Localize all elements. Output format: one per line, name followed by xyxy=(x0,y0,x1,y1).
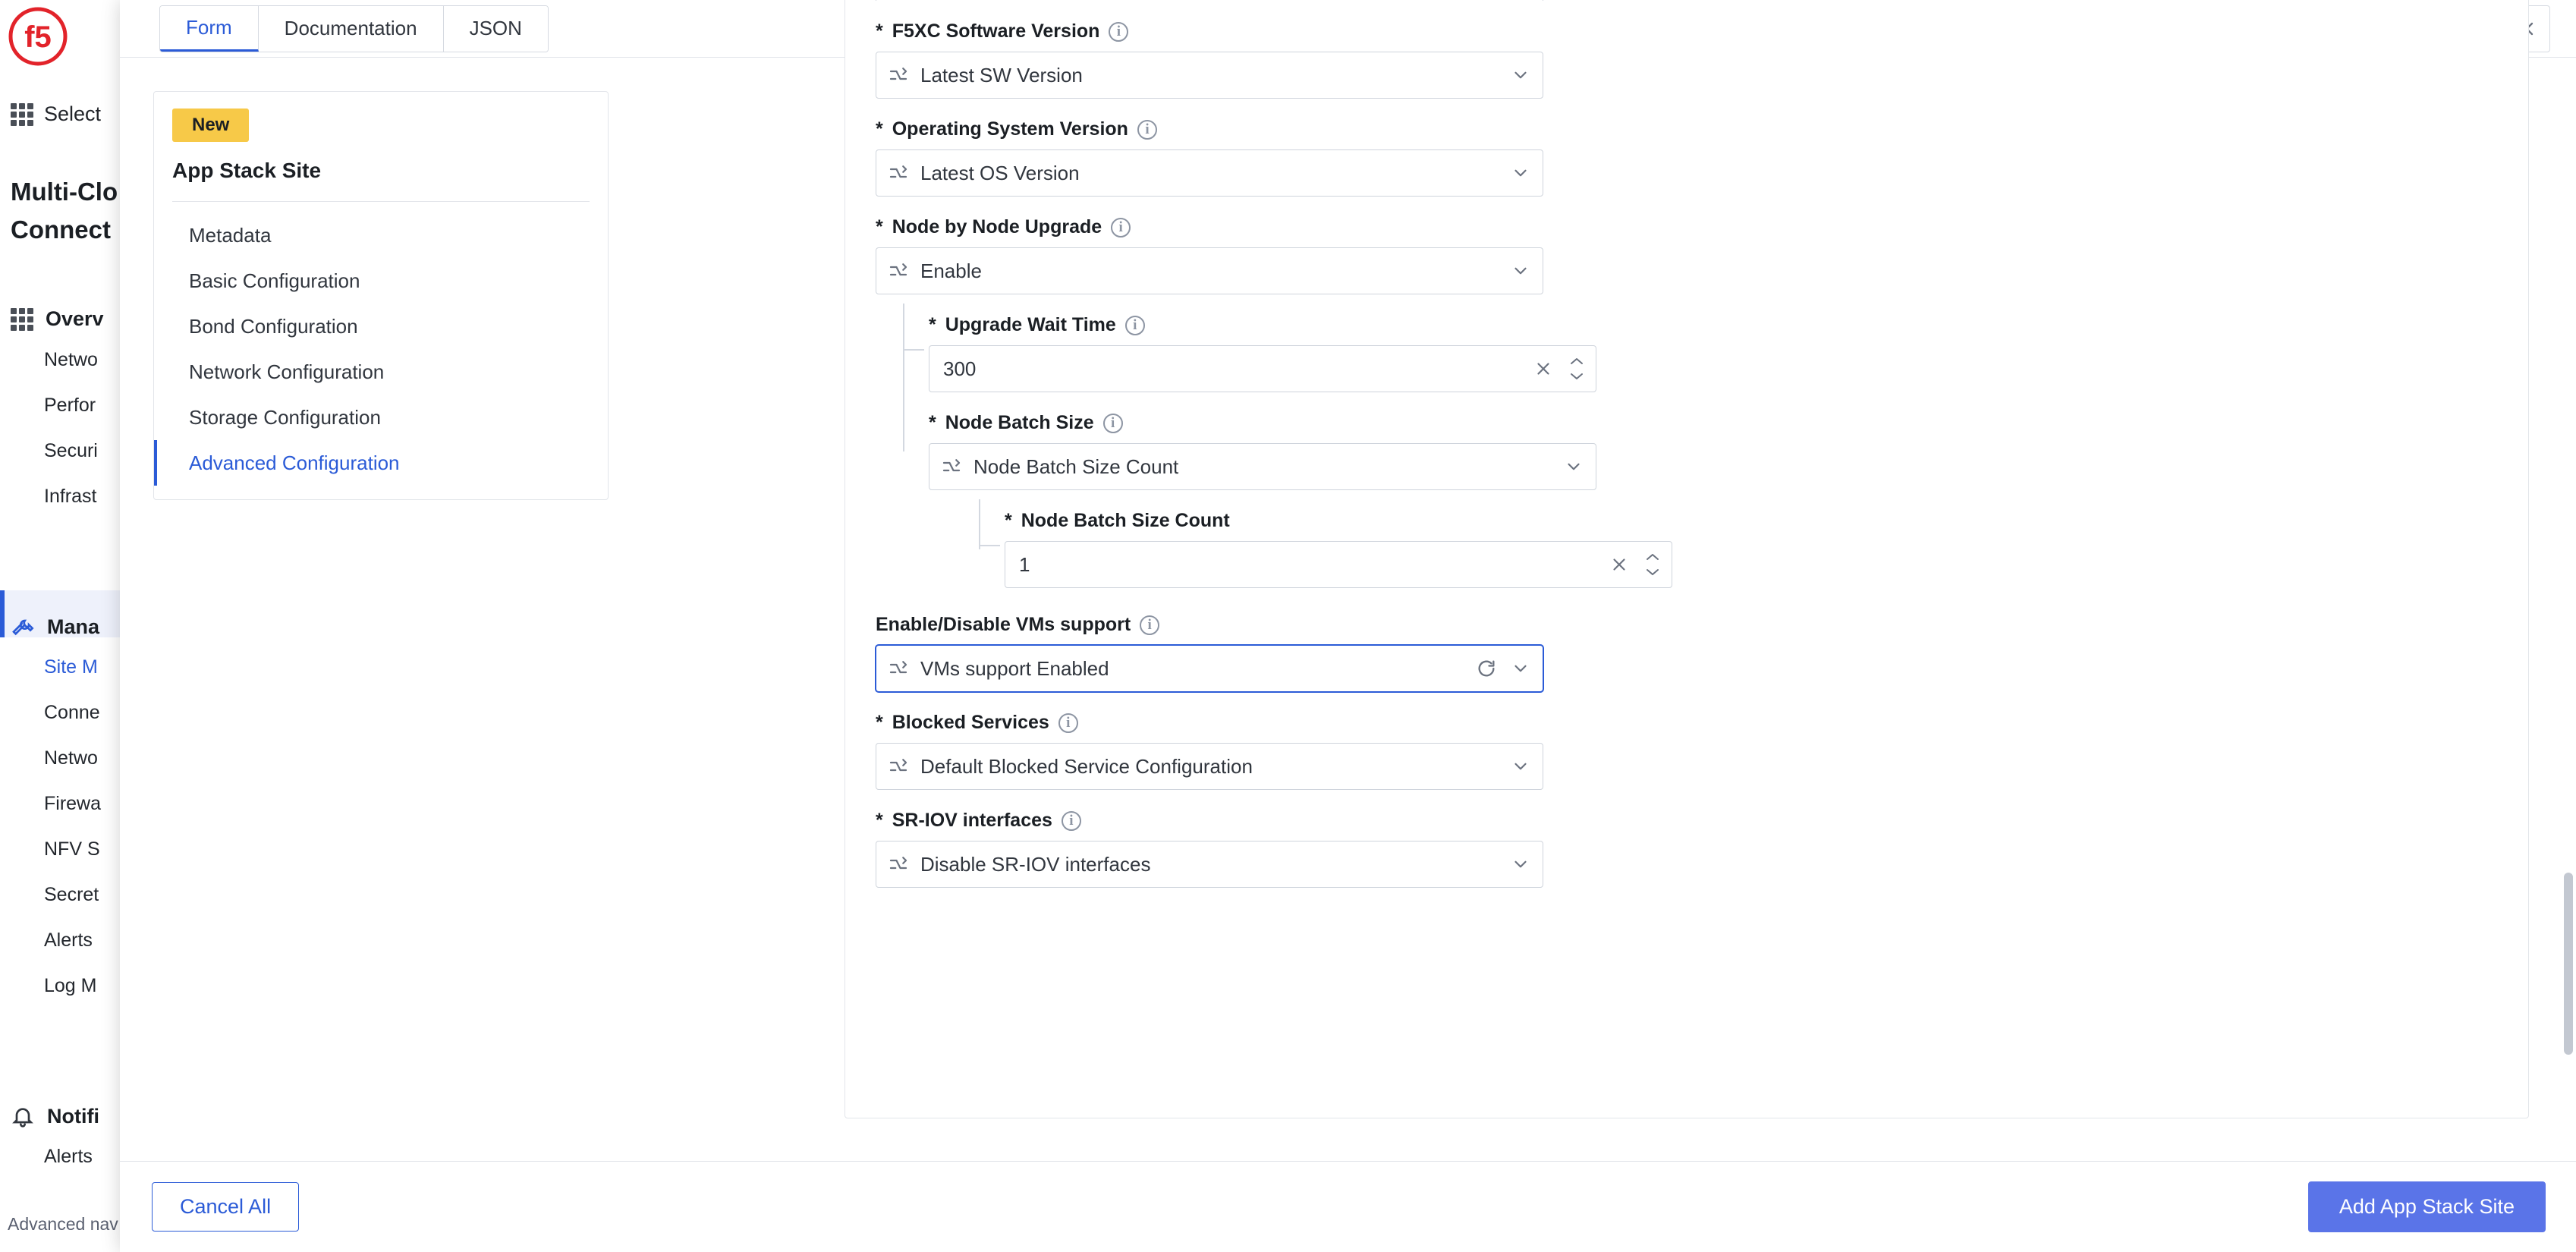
view-tabs xyxy=(159,5,549,52)
sidebar-item-network-configuration[interactable]: Network Configuration xyxy=(189,360,385,383)
sidebar-item-firewall[interactable]: Firewa xyxy=(44,793,102,814)
select-value: Default Blocked Service Configuration xyxy=(920,754,1253,778)
sidebar-item-network[interactable]: Netwo xyxy=(44,349,98,370)
info-icon[interactable]: i xyxy=(1062,811,1081,831)
form-step-nav xyxy=(120,58,636,1161)
sidebar-section-notifications-label: Notifi xyxy=(47,1104,99,1128)
sidebar-item-network-manage[interactable]: Netwo xyxy=(44,747,98,769)
select-operating-system-version[interactable] xyxy=(876,149,1543,197)
tab-json[interactable]: JSON xyxy=(444,6,548,52)
scrolled-field-top-edge xyxy=(876,0,1543,1)
swap-icon xyxy=(887,64,910,87)
swap-icon xyxy=(887,657,910,680)
select-node-by-node-upgrade[interactable] xyxy=(876,247,1543,294)
sidebar-item-performance[interactable]: Perfor xyxy=(44,395,96,416)
grid-icon xyxy=(11,308,33,331)
modal-footer xyxy=(120,1161,2576,1252)
select-value: VMs support Enabled xyxy=(920,656,1109,680)
info-icon[interactable]: i xyxy=(1125,316,1145,335)
select-node-batch-size[interactable] xyxy=(929,443,1596,490)
select-value: Latest SW Version xyxy=(920,63,1083,87)
info-icon[interactable]: i xyxy=(1058,713,1078,733)
select-vms-support[interactable] xyxy=(876,645,1543,692)
sidebar-item-alerts[interactable]: Alerts xyxy=(44,930,93,951)
info-icon[interactable]: i xyxy=(1140,615,1159,635)
clear-icon[interactable] xyxy=(1609,555,1629,574)
field-label-upgrade-wait-time xyxy=(929,314,2489,336)
required-marker: * xyxy=(876,810,883,831)
swap-icon xyxy=(940,455,963,478)
tab-documentation[interactable]: Documentation xyxy=(259,6,444,52)
field-label-blocked-services xyxy=(876,712,2489,734)
field-label-sriov-interfaces xyxy=(876,810,2489,832)
label-text: SR-IOV interfaces xyxy=(892,810,1052,831)
field-f5xc-software-version xyxy=(876,20,2489,99)
sidebar-section-manage-label: Mana xyxy=(47,615,100,638)
info-icon[interactable]: i xyxy=(1137,120,1157,140)
chevron-down-icon xyxy=(1564,457,1584,477)
sidebar-item-connect[interactable]: Conne xyxy=(44,702,100,723)
label-text: Node Batch Size Count xyxy=(1021,510,1230,531)
chevron-down-icon xyxy=(1511,757,1530,776)
swap-icon xyxy=(887,853,910,876)
info-icon[interactable]: i xyxy=(1111,218,1131,238)
required-marker: * xyxy=(929,412,936,433)
f5-logo[interactable] xyxy=(8,6,68,67)
select-value: Enable xyxy=(920,259,982,282)
swap-icon xyxy=(887,755,910,778)
field-vms-support xyxy=(876,614,2489,692)
quantity-stepper[interactable] xyxy=(1641,547,1664,582)
field-operating-system-version xyxy=(876,118,2489,197)
bell-icon xyxy=(11,1104,35,1128)
field-label-node-batch-size-count xyxy=(1005,510,2489,532)
page-title: Multi-Clo Connect xyxy=(11,178,118,244)
sidebar-item-infrastructure[interactable]: Infrast xyxy=(44,486,97,507)
nested-group-node-batch-size-count xyxy=(979,510,2489,588)
svg-text:f5: f5 xyxy=(24,20,52,54)
app-stack-site-modal xyxy=(120,0,2576,1252)
field-label-f5xc-software-version xyxy=(876,20,2489,42)
field-node-batch-size-count xyxy=(1005,510,2489,588)
add-app-stack-site-button[interactable]: Add App Stack Site xyxy=(2308,1181,2546,1232)
chevron-down-icon xyxy=(1511,659,1530,678)
field-label-vms-support xyxy=(876,614,2489,636)
select-value: Disable SR-IOV interfaces xyxy=(920,852,1151,876)
divider xyxy=(172,201,590,202)
label-text: Blocked Services xyxy=(892,712,1049,733)
required-marker: * xyxy=(876,712,883,733)
form-object-title: App Stack Site xyxy=(172,159,322,182)
field-label-node-by-node-upgrade xyxy=(876,216,2489,238)
info-icon[interactable]: i xyxy=(1103,414,1123,433)
label-text: Enable/Disable VMs support xyxy=(876,614,1131,635)
field-upgrade-wait-time xyxy=(929,314,2489,392)
label-text: Operating System Version xyxy=(892,118,1128,140)
required-marker: * xyxy=(876,20,883,42)
chevron-down-icon xyxy=(1511,261,1530,281)
select-f5xc-software-version[interactable] xyxy=(876,52,1543,99)
sidebar-item-advanced-configuration[interactable]: Advanced Configuration xyxy=(154,440,608,486)
select-value: Node Batch Size Count xyxy=(973,455,1179,478)
cancel-all-button[interactable]: Cancel All xyxy=(152,1182,299,1232)
wrench-icon xyxy=(11,615,35,639)
sidebar-section-overview[interactable] xyxy=(11,307,104,331)
input-upgrade-wait-time[interactable] xyxy=(929,345,1596,392)
field-blocked-services xyxy=(876,712,2489,790)
select-menu[interactable] xyxy=(11,102,101,126)
sidebar-section-overview-label: Overv xyxy=(46,307,104,330)
sidebar-item-alerts-notify[interactable]: Alerts xyxy=(44,1146,93,1167)
field-label-operating-system-version xyxy=(876,118,2489,140)
input-value: 300 xyxy=(943,357,977,380)
form-step-list xyxy=(154,212,608,486)
nested-group-upgrade-wait-time xyxy=(903,314,2489,588)
sidebar-item-storage-configuration[interactable]: Storage Configuration xyxy=(189,405,381,429)
form-fields xyxy=(845,0,2528,918)
select-sriov-interfaces[interactable] xyxy=(876,841,1543,888)
tab-form[interactable]: Form xyxy=(160,6,259,52)
swap-icon xyxy=(887,162,910,184)
field-node-batch-size xyxy=(929,412,2489,490)
swap-icon xyxy=(887,260,910,282)
label-text: Node by Node Upgrade xyxy=(892,216,1102,238)
form-card xyxy=(845,0,2529,1118)
sidebar-item-log-management[interactable]: Log M xyxy=(44,975,97,996)
field-sriov-interfaces xyxy=(876,810,2489,888)
form-area xyxy=(636,20,2576,1161)
required-marker: * xyxy=(876,118,883,140)
sidebar-item-site-management[interactable]: Site M xyxy=(44,656,98,678)
chevron-down-icon xyxy=(1511,163,1530,183)
advanced-nav-note: Advanced nav xyxy=(8,1214,118,1234)
sidebar-item-bond-configuration[interactable]: Bond Configuration xyxy=(189,314,358,338)
input-value: 1 xyxy=(1019,552,1030,576)
label-text: F5XC Software Version xyxy=(892,20,1100,42)
sidebar-item-secrets[interactable]: Secret xyxy=(44,884,99,905)
required-marker: * xyxy=(1005,510,1012,531)
select-value: Latest OS Version xyxy=(920,161,1080,184)
sidebar-item-nfv-service[interactable]: NFV S xyxy=(44,838,100,860)
form-step-card xyxy=(153,91,609,500)
select-blocked-services[interactable] xyxy=(876,743,1543,790)
sidebar-section-notifications[interactable] xyxy=(11,1104,99,1128)
input-node-batch-size-count[interactable] xyxy=(1005,541,1672,588)
select-label: Select xyxy=(44,102,102,125)
sidebar-item-security[interactable]: Securi xyxy=(44,440,98,461)
quantity-stepper[interactable] xyxy=(1565,351,1588,386)
status-badge: New xyxy=(172,109,249,142)
required-marker: * xyxy=(929,314,936,335)
grid-icon xyxy=(11,103,33,126)
required-marker: * xyxy=(876,216,883,238)
field-node-by-node-upgrade xyxy=(876,216,2489,294)
field-label-node-batch-size xyxy=(929,412,2489,434)
sidebar-section-manage[interactable] xyxy=(11,615,99,639)
label-text: Upgrade Wait Time xyxy=(945,314,1116,335)
label-text: Node Batch Size xyxy=(945,412,1094,433)
sidebar-item-basic-configuration[interactable]: Basic Configuration xyxy=(189,269,360,292)
clear-icon[interactable] xyxy=(1533,359,1553,379)
chevron-down-icon xyxy=(1511,65,1530,85)
info-icon[interactable]: i xyxy=(1109,22,1128,42)
sidebar-item-metadata[interactable]: Metadata xyxy=(189,223,272,247)
refresh-icon[interactable] xyxy=(1476,658,1497,679)
chevron-down-icon xyxy=(1511,854,1530,874)
scrollbar[interactable] xyxy=(2564,873,2573,1055)
